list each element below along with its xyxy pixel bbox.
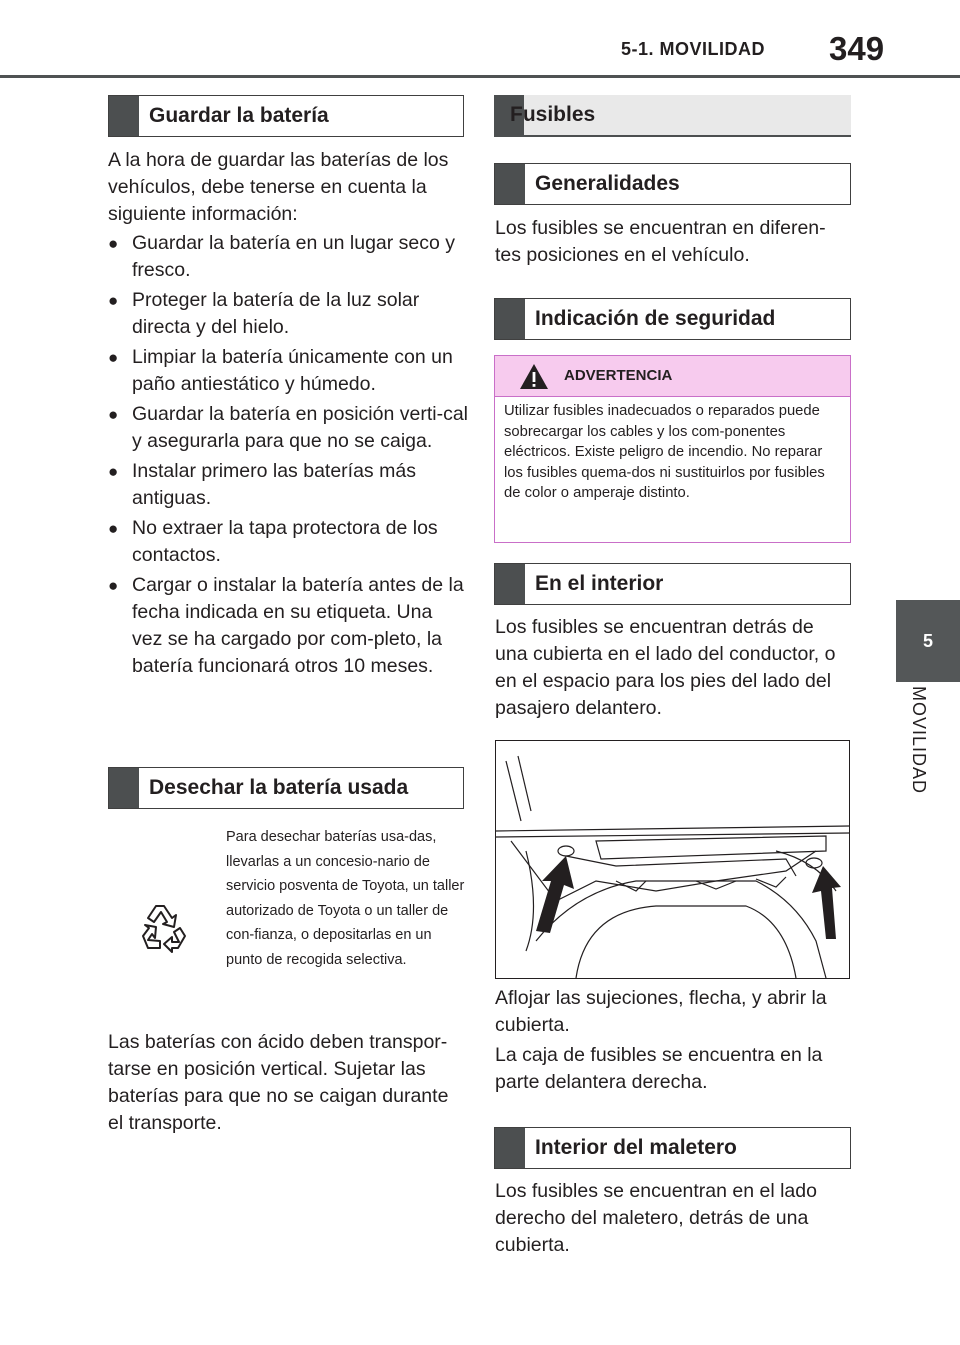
heading-fusibles [494, 95, 851, 137]
list-item: ● Instalar primero las baterías más antiguas. [108, 458, 468, 512]
dashboard-drawing [496, 741, 849, 978]
loosen-paragraph: Aflojar las sujeciones, flecha, y abrir la cubierta. [495, 987, 827, 1036]
heading-bar [495, 164, 525, 204]
list-item: ● Cargar o instalar la batería antes de la fecha indicada en su etiqueta. Una vez se ha cargado por com-pleto, la batería funcionará otros 10 meses. [108, 572, 468, 680]
heading-interior-maletero [494, 1127, 851, 1169]
fuse-cover-illustration [495, 740, 850, 979]
chapter-tab[interactable]: 5 [896, 600, 960, 682]
trunk-paragraph: Los fusibles se encuentran en el lado derecho del maletero, detrás de una cubierta. [495, 1180, 817, 1256]
list-item: ● No extraer la tapa protectora de los contactos. [108, 515, 468, 569]
interior-paragraph: Los fusibles se encuentran detrás de una cubierta en el lado del conductor, o en el espacio para los pies del lado del pasajero delantero. [495, 616, 836, 719]
heading-bar [495, 299, 525, 339]
list-item: ● Guardar la batería en posición verti-cal y asegurarla para que no se caiga. [108, 401, 468, 455]
chapter-title: 5-1. MOVILIDAD [621, 39, 766, 59]
heading-bar [495, 564, 525, 604]
general-paragraph: Los fusibles se encuentran en diferen-tes posiciones en el vehículo. [495, 217, 826, 266]
heading-text: Interior del maletero [535, 1136, 737, 1159]
heading-text: Generalidades [535, 172, 680, 195]
heading-text: En el interior [535, 572, 664, 595]
header-rule [0, 75, 960, 78]
warning-box [494, 355, 851, 543]
warning-triangle-icon [519, 363, 549, 390]
warning-header [495, 356, 850, 397]
list-item: ● Limpiar la batería únicamente con un paño antiestático y húmedo. [108, 344, 468, 398]
page-number: 349 [829, 30, 885, 67]
warning-title: ADVERTENCIA [564, 367, 673, 384]
heading-text: Indicación de seguridad [535, 307, 776, 330]
heading-bar [109, 768, 139, 808]
heading-guardar-bateria [108, 95, 464, 137]
heading-en-el-interior [494, 563, 851, 605]
heading-generalidades [494, 163, 851, 205]
storage-bullet-list [108, 230, 468, 683]
heading-desechar-bateria [108, 767, 464, 809]
recycle-icon [138, 900, 190, 954]
chapter-tab-label: MOVILIDAD [909, 686, 929, 795]
heading-text: Guardar la batería [149, 104, 329, 127]
heading-bar [109, 96, 139, 136]
fusebox-paragraph: La caja de fusibles se encuentra en la parte delantera derecha. [495, 1044, 823, 1093]
acid-paragraph: Las baterías con ácido deben transpor-tarse en posición vertical. Sujetar las baterías para que no se caigan durante el transporte. [108, 1031, 449, 1134]
heading-indicacion-seguridad [494, 298, 851, 340]
intro-paragraph: A la hora de guardar las baterías de los vehículos, debe tenerse en cuenta la siguiente información: [108, 149, 449, 225]
heading-text: Fusibles [510, 103, 596, 126]
heading-bar [495, 1128, 525, 1168]
heading-text: Desechar la batería usada [149, 776, 409, 799]
warning-text: Utilizar fusibles inadecuados o reparados puede sobrecargar los cables y los com-ponentes eléctricos. Existe peligro de incendio. No reparar los fusibles quema-dos ni sustituirlos por fusibles de color o amperaje distinto. [504, 403, 825, 501]
dispose-note: Para desechar baterías usa-das, llevarlas a un concesio-nario de servicio posventa de Toyota, un taller autorizado de Toyota o un taller de con-fianza, o depositarlas en un punto de recogida selectiva. [226, 829, 465, 968]
list-item: ● Guardar la batería en un lugar seco y fresco. [108, 230, 468, 284]
list-item: ● Proteger la batería de la luz solar directa y del hielo. [108, 287, 468, 341]
